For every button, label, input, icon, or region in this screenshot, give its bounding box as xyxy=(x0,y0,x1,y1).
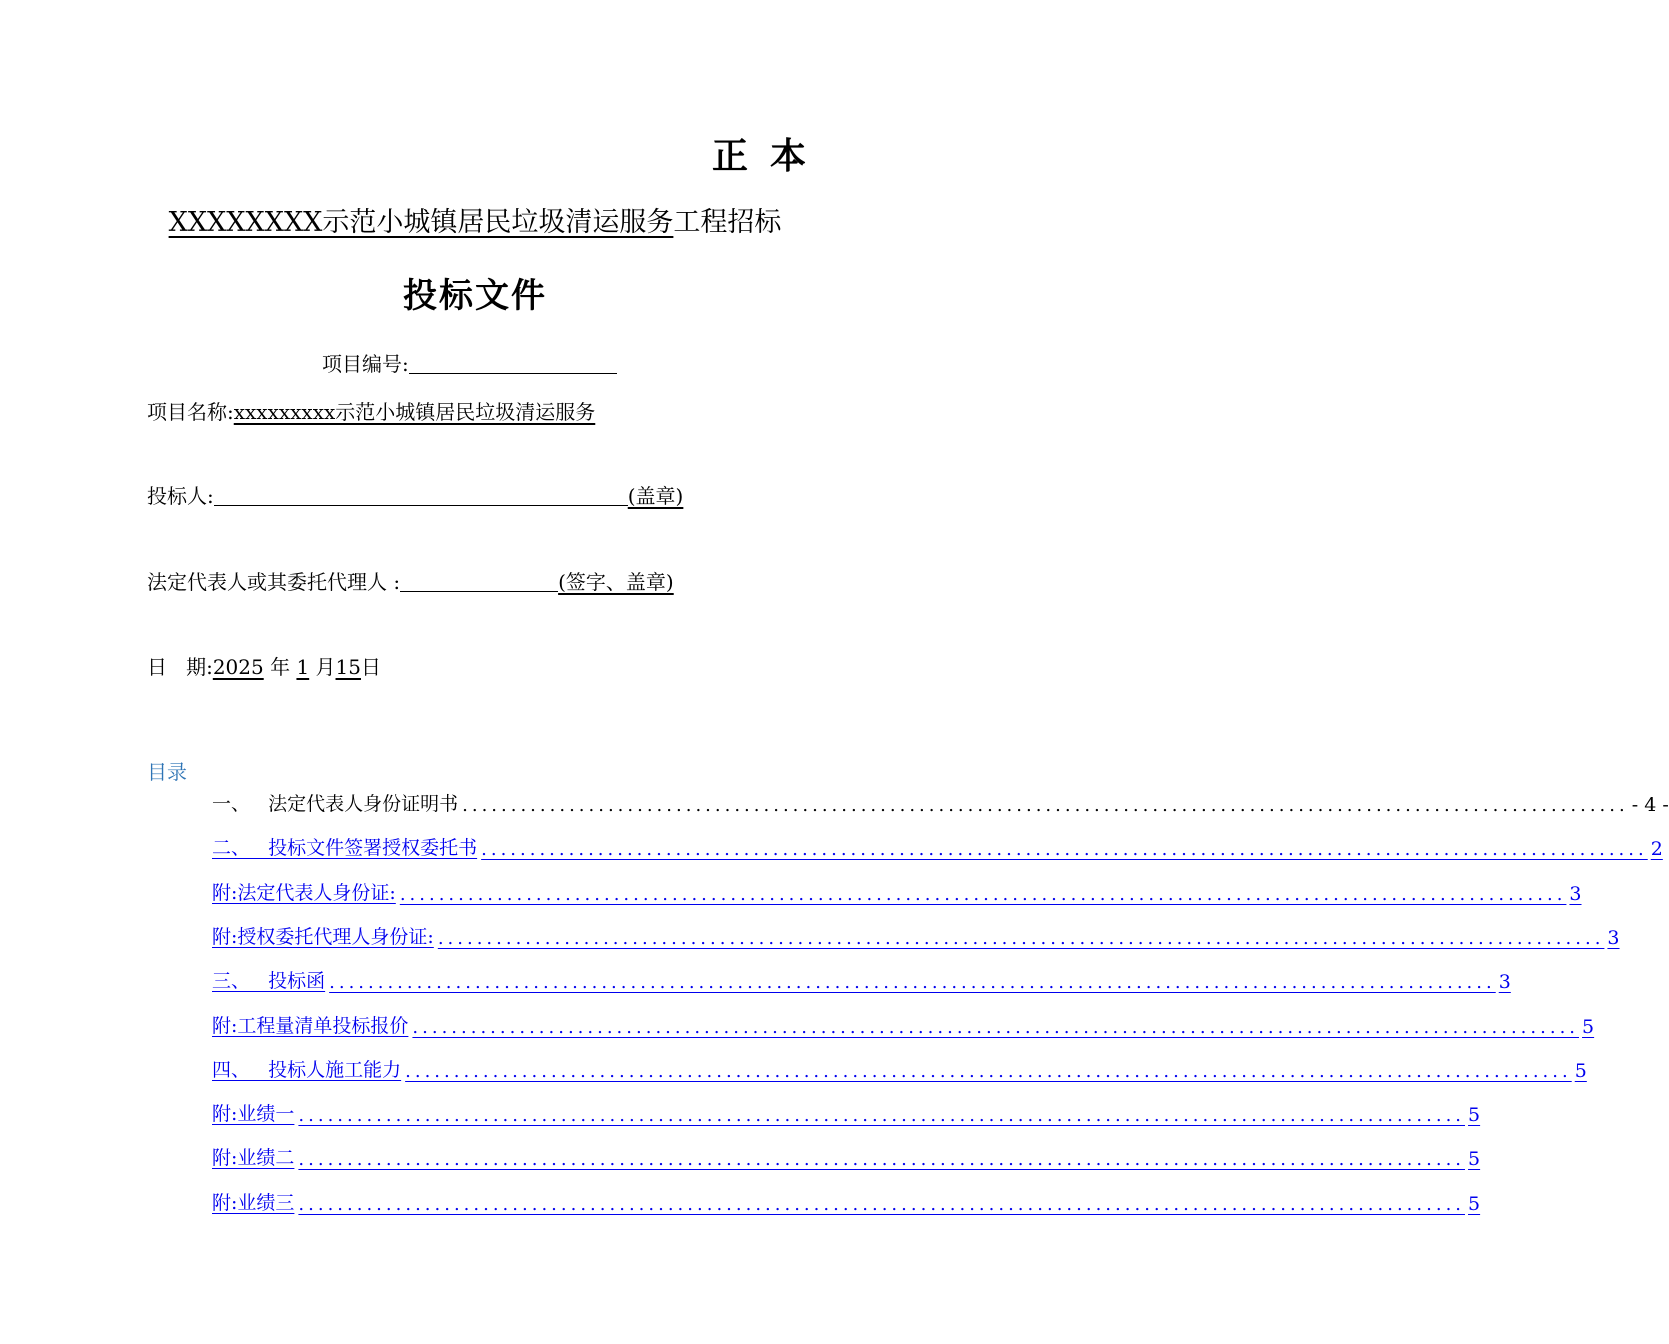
representative-blank[interactable] xyxy=(400,571,558,592)
document-subtitle: 投标文件 xyxy=(403,276,547,316)
bidder-label: 投标人: xyxy=(147,484,214,508)
toc-entry[interactable] xyxy=(212,1096,1481,1127)
toc-dot-leader: ........................................................................................................................ xyxy=(298,1105,1466,1127)
toc-dot-leader: ........................................................................................................................ xyxy=(405,1060,1572,1082)
toc-entry-label: 一、 法定代表人身份证明书 xyxy=(212,793,459,815)
representative-field xyxy=(147,566,674,595)
toc-dot-leader: ........................................................................................................................ xyxy=(437,927,1605,949)
title-rest: 工程招标 xyxy=(673,207,782,238)
date-year-unit: 年 xyxy=(270,655,291,679)
toc-entry-page: 5 xyxy=(1468,1148,1481,1171)
toc-dot-leader: ........................................................................................................................ xyxy=(399,883,1567,905)
document-title xyxy=(0,200,950,239)
representative-seal-note: (签字、盖章) xyxy=(558,570,674,594)
toc-entry-label: 附:工程量清单投标报价 xyxy=(212,1014,409,1037)
project-number-label: 项目编号: xyxy=(322,352,409,376)
toc-entry-page: 5 xyxy=(1582,1015,1595,1038)
toc-entry-page: 5 xyxy=(1574,1059,1587,1082)
toc-dot-leader: ........................................................................................................................ xyxy=(462,795,1629,816)
toc-entry-label: 附:业绩二 xyxy=(212,1147,295,1170)
toc-entry-page: 5 xyxy=(1468,1104,1481,1127)
toc-entry-label: 附:法定代表人身份证: xyxy=(212,881,396,904)
toc-entry-page: 3 xyxy=(1498,971,1511,994)
toc-heading: 目录 xyxy=(147,760,187,784)
project-number-blank[interactable] xyxy=(409,353,617,374)
bidder-blank[interactable] xyxy=(214,485,628,506)
toc-entry xyxy=(212,786,1669,816)
date-day-unit: 日 xyxy=(360,655,381,679)
date-field xyxy=(147,651,381,680)
project-number-field xyxy=(322,348,617,377)
toc-entry[interactable] xyxy=(212,1008,1595,1038)
toc-entry-page: - 4 - xyxy=(1631,794,1669,816)
project-name-label: 项目名称: xyxy=(147,400,234,424)
date-year: 2025 xyxy=(212,655,264,679)
toc-entry[interactable] xyxy=(212,875,1582,905)
toc-entry-label: 三、 投标函 xyxy=(212,970,326,993)
toc-entry-label: 附:业绩三 xyxy=(212,1191,295,1214)
toc-dot-leader: ........................................................................................................................ xyxy=(412,1016,1580,1038)
title-underlined-part: XXXXXXXX示范小城镇居民垃圾清运服务 xyxy=(168,207,674,238)
toc-entry[interactable] xyxy=(212,1185,1481,1215)
toc-entry-page: 3 xyxy=(1607,926,1620,949)
toc-dot-leader: ........................................................................................................................ xyxy=(329,972,1496,994)
project-name-field xyxy=(147,396,595,425)
toc-entry[interactable] xyxy=(212,1052,1587,1082)
toc-dot-leader: ........................................................................................................................ xyxy=(481,839,1648,861)
date-month-unit: 月 xyxy=(315,655,336,679)
toc-entry-label: 二、 投标文件签署授权委托书 xyxy=(212,837,478,860)
toc-dot-leader: ........................................................................................................................ xyxy=(298,1149,1466,1171)
bidder-field xyxy=(147,480,693,509)
toc-entry-page: 5 xyxy=(1468,1192,1481,1215)
toc-entry-label: 附:业绩一 xyxy=(212,1103,295,1126)
toc-entry-label: 四、 投标人施工能力 xyxy=(212,1058,402,1081)
toc-dot-leader: ........................................................................................................................ xyxy=(298,1193,1466,1215)
representative-label: 法定代表人或其委托代理人 : xyxy=(147,570,401,594)
toc-entry-page: 2 xyxy=(1650,838,1663,861)
date-month: 1 xyxy=(296,655,310,679)
toc-entry[interactable] xyxy=(212,963,1511,994)
bidder-seal-note: (盖章) xyxy=(627,484,684,508)
toc-entry-page: 3 xyxy=(1569,882,1582,905)
copy-label: 正本 xyxy=(712,135,829,177)
project-name-value: xxxxxxxxx示范小城镇居民垃圾清运服务 xyxy=(233,400,596,424)
date-label: 日 期: xyxy=(147,655,213,679)
toc-entry[interactable] xyxy=(212,919,1620,949)
toc-entry-label: 附:授权委托代理人身份证: xyxy=(212,925,434,948)
toc-entry[interactable] xyxy=(212,1140,1481,1171)
date-day: 15 xyxy=(335,655,361,679)
toc-entry[interactable] xyxy=(212,830,1663,861)
